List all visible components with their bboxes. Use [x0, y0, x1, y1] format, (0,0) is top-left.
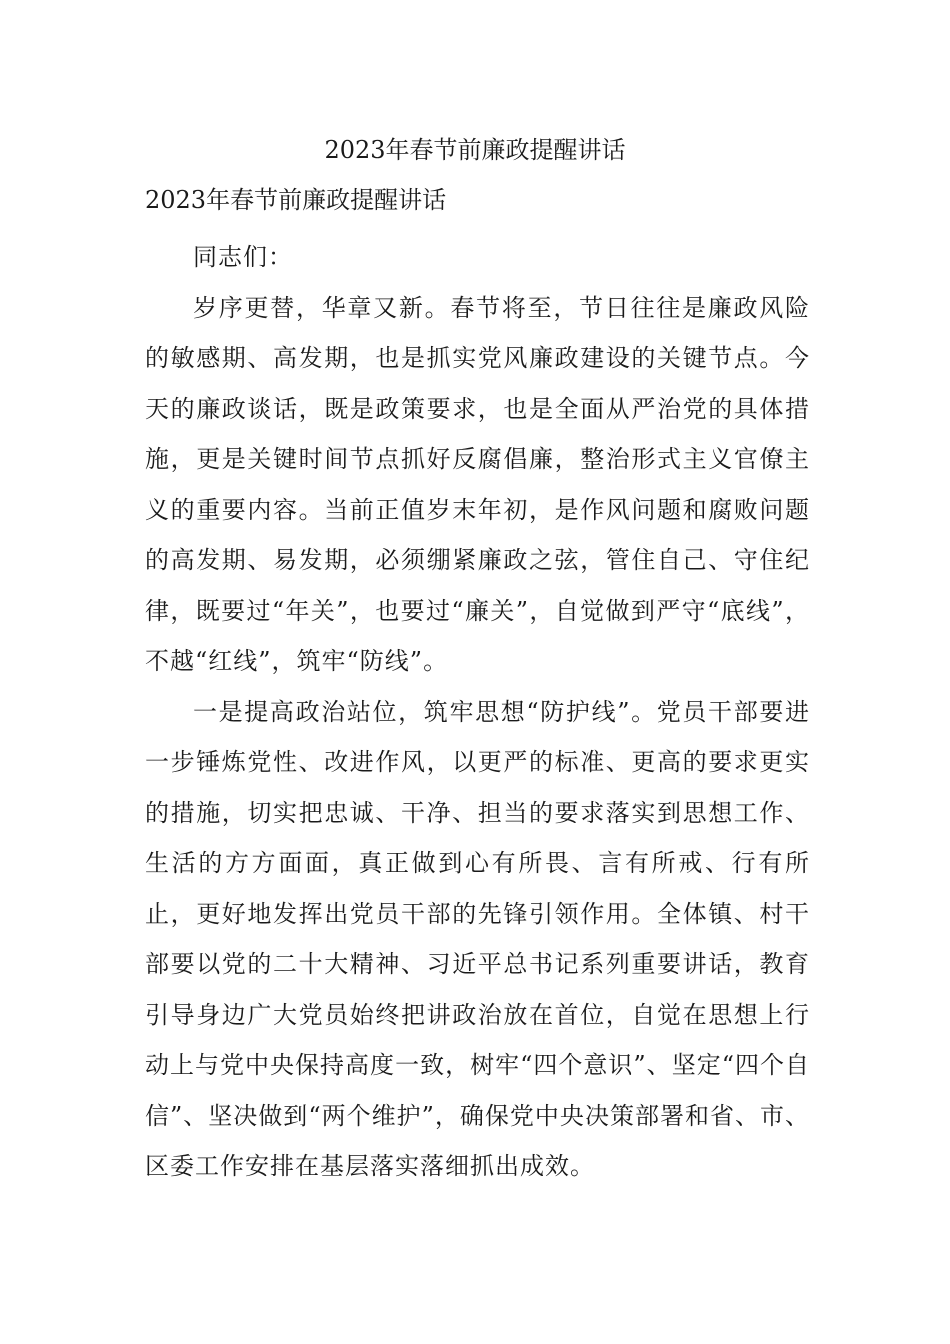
paragraph-intro: 岁序更替，华章又新。春节将至，节日往往是廉政风险的敏感期、高发期，也是抓实党风廉政建设的关键节点。今天的廉政谈话，既是政策要求，也是全面从严治党的具体措施，更是关键时间节点抓好反腐倡廉，整治形式主义官僚主义的重要内容。当前正值岁末年初，是作风问题和腐败问题的高发期、易发期，必须绷紧廉政之弦，管住自己、守住纪律，既要过“年关”，也要过“廉关”，自觉做到严守“底线”，不越“红线”，筑牢“防线”。 [145, 293, 810, 675]
document-subtitle: 2023年春节前廉政提醒讲话 [145, 186, 447, 214]
salutation: 同志们： [193, 243, 293, 271]
document-body [145, 232, 810, 1192]
document-title: 2023年春节前廉政提醒讲话 [324, 136, 626, 164]
paragraph-point-one: 一是提高政治站位，筑牢思想“防护线”。党员干部要进一步锤炼党性、改进作风，以更严的标准、更高的要求更实的措施，切实把忠诚、干净、担当的要求落实到思想工作、生活的方方面面，真正做到心有所畏、言有所戒、行有所止，更好地发挥出党员干部的先锋引领作用。全体镇、村干部要以党的二十大精神、习近平总书记系列重要讲话，教育引导身边广大党员始终把讲政治放在首位，自觉在思想上行动上与党中央保持高度一致，树牢“四个意识”、坚定“四个自信”、坚决做到“两个维护”，确保党中央决策部署和省、市、区委工作安排在基层落实落细抓出成效。 [145, 697, 810, 1180]
